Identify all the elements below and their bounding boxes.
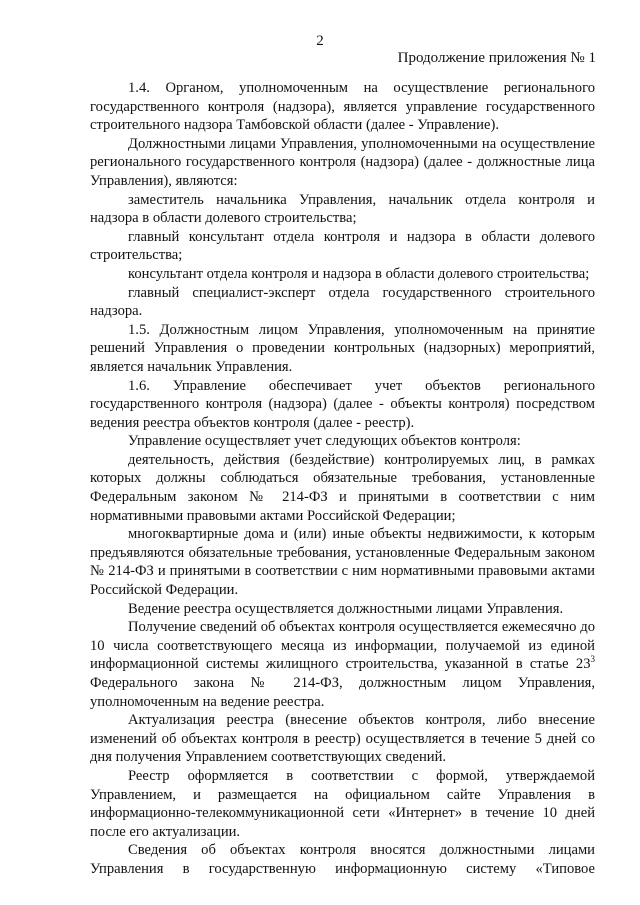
list-item-chief-consultant: главный консультант отдела контроля и надзора в области долевого строительства; — [90, 228, 595, 264]
paragraph-data-receipt — [90, 618, 595, 711]
paragraph-1-5: 1.5. Должностным лицом Управления, уполномоченным на принятие решений Управления о проведении контрольных (надзорных) мероприятий, является начальник Управления. — [90, 321, 595, 375]
data-receipt-text-before: Получение сведений об объектах контроля осуществляется ежемесячно до 10 числа соответствующего месяца из информации, получаемой из единой информационной системы жилищного строительства, указанной в статье 23 — [90, 619, 595, 673]
paragraph-registry-update: Актуализация реестра (внесение объектов контроля, либо внесение изменений об объектах контроля в реестр) осуществляется в течение 5 дней со дня получения Управлением соответствующих сведений. — [90, 712, 595, 766]
list-item-consultant: консультант отдела контроля и надзора в области долевого строительства; — [128, 265, 590, 282]
list-item-buildings: многоквартирные дома и (или) иные объекты недвижимости, к которым предъявляются обязательные требования, установленные Федеральным законом № 214-ФЗ и принятыми в соответствии с ним нормативными правовыми актами Российской Федерации. — [90, 526, 595, 599]
list-item-activities: деятельность, действия (бездействие) контролируемых лиц, в рамках которых должны соблюдаться обязательные требования, установленные Федеральным законом № 214-ФЗ и принятыми в соответствии с ним нормативными правовыми актами Российской Федерации; — [90, 451, 595, 524]
document-body — [90, 79, 595, 879]
article-superscript: 3 — [590, 654, 595, 665]
paragraph-registry-maintenance: Ведение реестра осуществляется должностными лицами Управления. — [128, 600, 564, 617]
paragraph-control-objects-intro: Управление осуществляет учет следующих объектов контроля: — [128, 433, 521, 450]
list-item-deputy-head: заместитель начальника Управления, начальник отдела контроля и надзора в области долевого строительства; — [90, 191, 595, 227]
paragraph-1-4: 1.4. Органом, уполномоченным на осуществление регионального государственного контроля (надзора), является управление государственного строительного надзора Тамбовской области (далее - Управление). — [90, 80, 595, 134]
page-number: 2 — [316, 33, 324, 49]
list-item-chief-specialist: главный специалист-эксперт отдела государственного строительного надзора. — [90, 284, 595, 320]
paragraph-registry-publication: Реестр оформляется в соответствии с формой, утверждаемой Управлением, и размещается на официальном сайте Управления в информационно-телекоммуникационной сети «Интернет» в течение 10 дней после его актуализации. — [90, 767, 595, 840]
paragraph-registry-gis: Сведения об объектах контроля вносятся должностными лицами Управления в государственную информационную систему «Типовое — [90, 842, 595, 877]
paragraph-1-6: 1.6. Управление обеспечивает учет объектов регионального государственного контроля (надзора) (далее - объекты контроля) посредством ведения реестра объектов контроля (далее - реестр). — [90, 377, 595, 431]
appendix-continuation-note: Продолжение приложения № 1 — [397, 50, 596, 66]
paragraph-officials: Должностными лицами Управления, уполномоченными на осуществление регионального государственного контроля (надзора) (далее - должностные лица Управления), являются: — [90, 135, 595, 189]
data-receipt-text-after: Федерального закона № 214-ФЗ, должностным лицом Управления, уполномоченным на ведение реестра. — [90, 675, 595, 710]
